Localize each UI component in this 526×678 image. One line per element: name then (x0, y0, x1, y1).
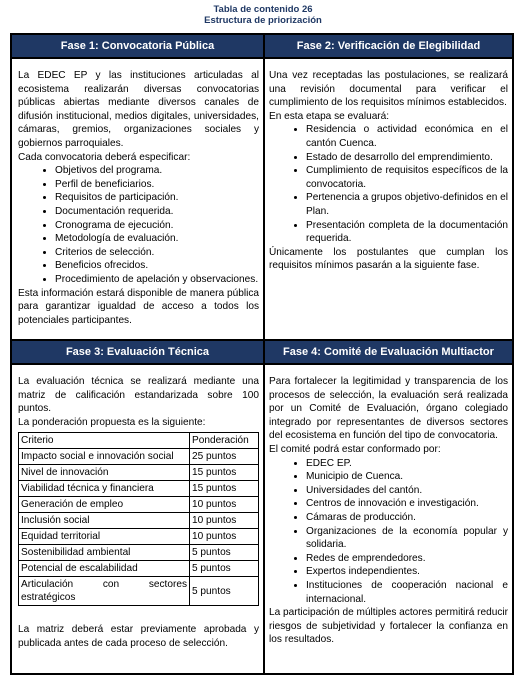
phase-4-intro: Para fortalecer la legitimidad y transparencia de los procesos de selección, la evaluación será realizada por un Comité de Evaluación, órgano colegiado integrado por representantes de diversos sectores del ecosistema en función del tipo de convocatoria. (269, 376, 508, 442)
criterion-cell: Generación de empleo (19, 497, 190, 513)
list-item: • Estado de desarrollo del emprendimiento. (306, 151, 508, 165)
phase-3-header: Fase 3: Evaluación Técnica (12, 341, 263, 363)
phase-1-list (18, 164, 259, 286)
criterion-cell: Articulación con sectores estratégicos (19, 577, 190, 606)
phase-4-closing: La participación de múltiples actores permitirá reducir riesgos de subjetividad y fortalecer la confianza en los resultados. (269, 607, 508, 646)
phase-1-closing: Esta información estará disponible de manera pública para garantizar igualdad de acceso a todos los potenciales participantes. (18, 287, 259, 326)
list-item: • Requisitos de participación. (55, 191, 259, 205)
list-item: • EDEC EP. (306, 457, 508, 471)
points-cell: 25 puntos (190, 449, 259, 465)
table-row (19, 529, 259, 545)
phase-2-closing: Únicamente los postulantes que cumplan los requisitos mínimos pasarán a la siguiente fase. (269, 246, 508, 272)
points-cell: 10 puntos (190, 513, 259, 529)
list-item: • Pertenencia a grupos objetivo-definidos en el Plan. (306, 191, 508, 218)
criterion-cell: Sostenibilidad ambiental (19, 545, 190, 561)
phase-2-list (269, 123, 508, 245)
list-item: • Organizaciones de la economía popular y solidaria. (306, 525, 508, 552)
phase-4-list-intro: El comité podrá estar conformado por: (269, 443, 441, 455)
points-cell: 15 puntos (190, 465, 259, 481)
points-cell: 15 puntos (190, 481, 259, 497)
column-header-weighting: Ponderación (190, 433, 259, 449)
table-header-row (19, 433, 259, 449)
phase-3-content (18, 375, 259, 651)
phase-2-header: Fase 2: Verificación de Elegibilidad (265, 35, 512, 57)
table-row (19, 561, 259, 577)
list-item: • Instituciones de cooperación nacional e internacional. (306, 579, 508, 606)
criterion-cell: Viabilidad técnica y financiera (19, 481, 190, 497)
phase-4-content (269, 375, 508, 647)
table-row (19, 497, 259, 513)
table-caption-number: Tabla de contenido 26 (213, 4, 313, 15)
criterion-cell: Potencial de escalabilidad (19, 561, 190, 577)
table-caption-title: Estructura de priorización (204, 15, 322, 26)
row-divider (12, 57, 512, 59)
list-item: • Perfil de beneficiarios. (55, 178, 259, 192)
list-item: • Redes de emprendedores. (306, 552, 508, 566)
phase-4-list (269, 457, 508, 607)
phase-3-closing: La matriz deberá estar previamente aprobada y publicada antes de cada proceso de selección. (18, 624, 259, 649)
phase-1-intro: La EDEC EP y las instituciones articuladas al ecosistema realizarán diversas convocatorias públicas abiertas mediante diversos canales de difusión institucional, medios digitales, universidades, cámaras, gremios, organizaciones sociales y gobiernos parroquiales. (18, 70, 259, 149)
table-row (19, 513, 259, 529)
table-row (19, 465, 259, 481)
table-row (19, 577, 259, 606)
list-item: • Cumplimiento de requisitos específicos de la convocatoria. (306, 164, 508, 191)
criterion-cell: Impacto social e innovación social (19, 449, 190, 465)
list-item: • Objetivos del programa. (55, 164, 259, 178)
list-item: • Beneficios ofrecidos. (55, 259, 259, 273)
list-item: • Cámaras de producción. (306, 511, 508, 525)
points-cell: 5 puntos (190, 545, 259, 561)
criterion-cell: Equidad territorial (19, 529, 190, 545)
phase-4-header: Fase 4: Comité de Evaluación Multiactor (265, 341, 512, 363)
list-item: • Presentación completa de la documentación requerida. (306, 219, 508, 246)
phase-2-list-intro: En esta etapa se evaluará: (269, 110, 390, 122)
points-cell: 10 puntos (190, 497, 259, 513)
list-item: • Centros de innovación e investigación. (306, 497, 508, 511)
prioritization-structure-table (10, 33, 514, 675)
table-row (19, 449, 259, 465)
points-cell: 5 puntos (190, 561, 259, 577)
phase-1-header: Fase 1: Convocatoria Pública (12, 35, 263, 57)
row-divider (12, 363, 512, 365)
list-item: • Procedimiento de apelación y observaciones. (55, 273, 259, 287)
points-cell: 5 puntos (190, 577, 259, 606)
list-item: • Expertos independientes. (306, 565, 508, 579)
phase-3-list-intro: La ponderación propuesta es la siguiente: (18, 416, 206, 428)
phase-1-content (18, 69, 259, 327)
points-cell: 10 puntos (190, 529, 259, 545)
phase-2-content (269, 69, 508, 273)
phase-1-list-intro: Cada convocatoria deberá especificar: (18, 151, 191, 163)
list-item: • Cronograma de ejecución. (55, 219, 259, 233)
criterion-cell: Inclusión social (19, 513, 190, 529)
table-row (19, 545, 259, 561)
weighting-table (18, 432, 259, 606)
list-item: • Residencia o actividad económica en el cantón Cuenca. (306, 123, 508, 150)
list-item: • Universidades del cantón. (306, 484, 508, 498)
column-header-criterion: Criterio (19, 433, 190, 449)
list-item: • Metodología de evaluación. (55, 232, 259, 246)
table-row (19, 481, 259, 497)
phase-3-intro: La evaluación técnica se realizará mediante una matriz de calificación estandarizada sobre 100 puntos. (18, 376, 259, 415)
list-item: • Documentación requerida. (55, 205, 259, 219)
list-item: • Municipio de Cuenca. (306, 470, 508, 484)
phase-2-intro: Una vez receptadas las postulaciones, se realizará una revisión documental para verificar el cumplimiento de los requisitos mínimos establecidos. (269, 70, 508, 109)
criterion-cell: Nivel de innovación (19, 465, 190, 481)
list-item: • Criterios de selección. (55, 246, 259, 260)
